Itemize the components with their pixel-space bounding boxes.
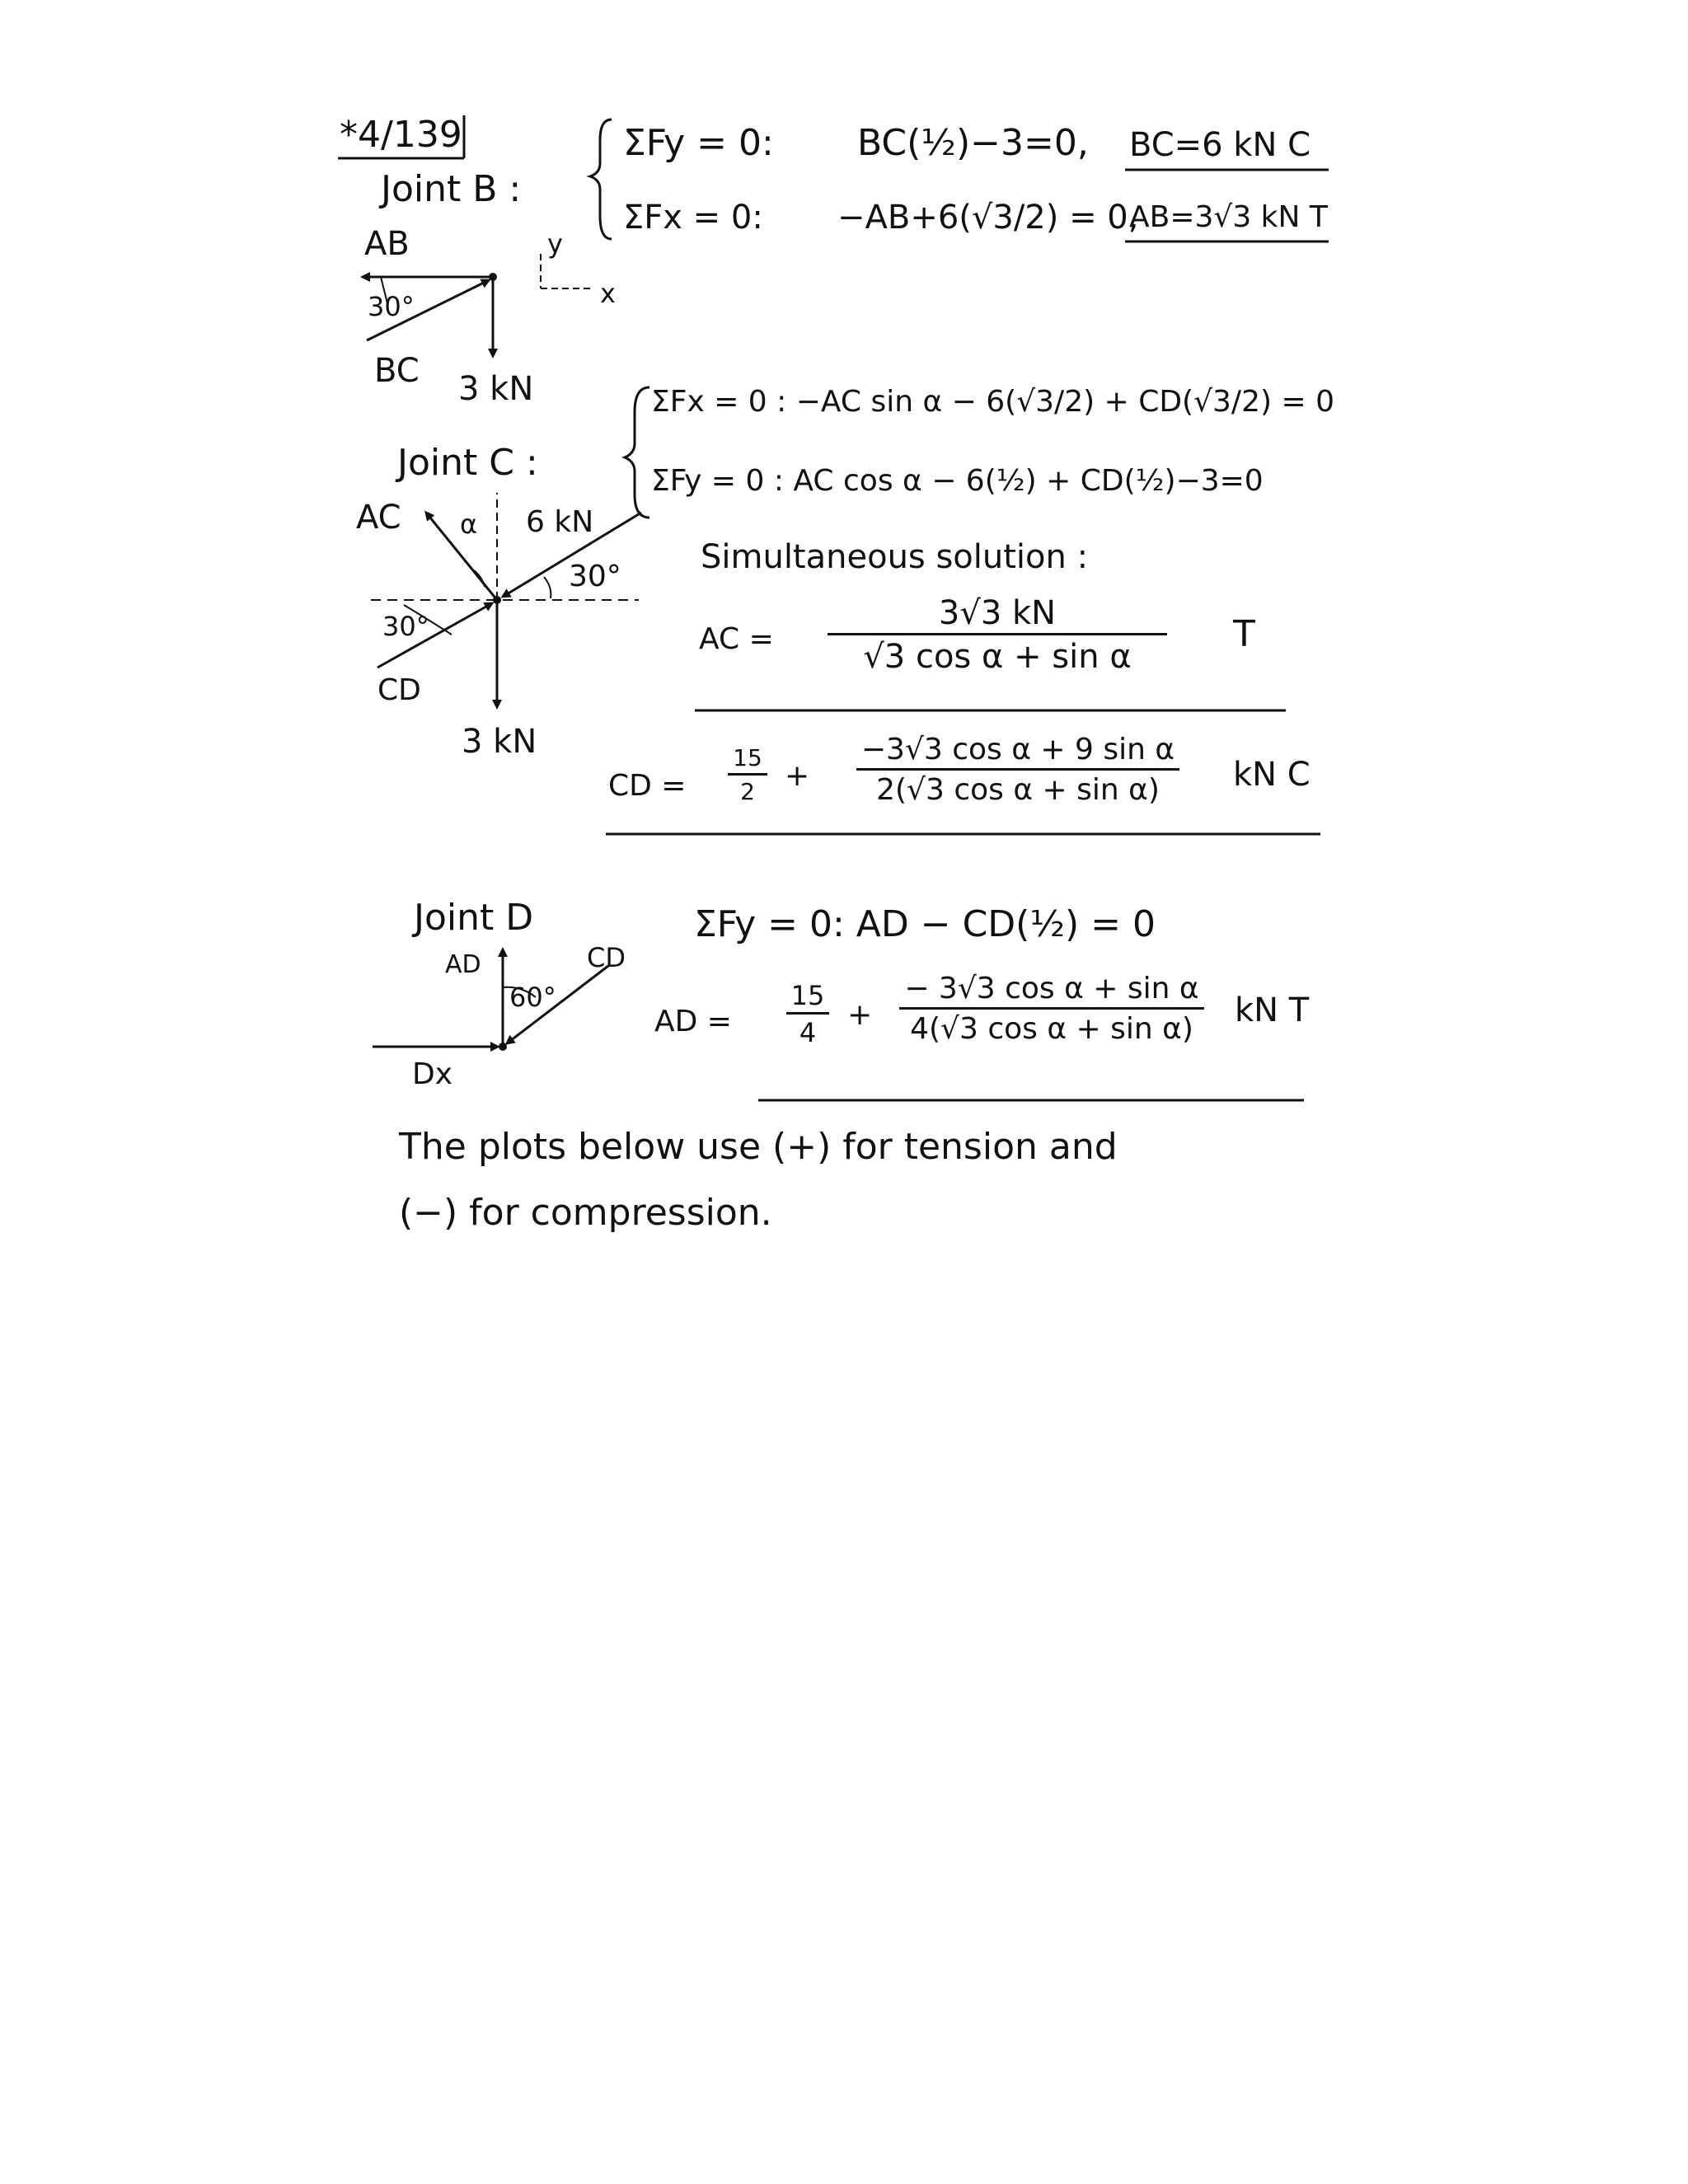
ab-label: AB	[364, 225, 410, 263]
joint-d-fy-equation: ΣFy = 0: AD − CD(½) = 0	[694, 903, 1156, 945]
joint-d-title: Joint D	[414, 897, 534, 939]
simultaneous-solution-label: Simultaneous solution :	[701, 538, 1089, 576]
joint-d-diagram	[373, 949, 608, 1051]
angle-30-right-label: 30°	[569, 560, 621, 593]
ac-lhs: AC =	[699, 622, 774, 656]
joint-c-point	[493, 596, 501, 604]
ac-tension-suffix: T	[1233, 613, 1255, 655]
ab-result: AB=3√3 kN T	[1129, 200, 1328, 234]
ad-plus: +	[847, 998, 873, 1032]
ad-lhs: AD =	[654, 1005, 732, 1038]
load-label-b: 3 kN	[458, 370, 534, 408]
ad-denominator: 4(√3 cos α + sin α)	[910, 1012, 1193, 1046]
cd-constant-fraction	[727, 744, 768, 805]
ad-constant-den: 4	[799, 1017, 817, 1048]
joint-b-point	[489, 273, 497, 281]
joint-c-fy-equation: ΣFy = 0 : AC cos α − 6(½) + CD(½)−3=0	[651, 464, 1264, 498]
ad-fraction	[879, 974, 1225, 1044]
angle-60-label: 60°	[509, 982, 556, 1013]
ad-tension-suffix: kN T	[1235, 991, 1310, 1029]
cd-compression-suffix: kN C	[1233, 756, 1311, 794]
bc-label: BC	[374, 352, 420, 390]
note-line-2: (−) for compression.	[399, 1192, 772, 1234]
joint-b-fx-body: −AB+6(√3/2) = 0,	[837, 199, 1139, 237]
cd-numerator: −3√3 cos α + 9 sin α	[856, 735, 1179, 771]
ad-constant-fraction	[783, 982, 832, 1046]
six-kn-label: 6 kN	[526, 505, 594, 539]
joint-b-title: Joint B :	[381, 168, 522, 210]
ac-fraction	[824, 594, 1170, 676]
alpha-label: α	[460, 509, 478, 540]
cd-constant-den: 2	[740, 778, 755, 805]
load-label-c: 3 kN	[462, 723, 537, 761]
cd-lhs: CD =	[608, 769, 687, 803]
axis-x-label: x	[600, 278, 616, 309]
cd-denominator: 2(√3 cos α + sin α)	[876, 773, 1160, 807]
problem-number: *4/139	[340, 114, 462, 156]
cd-constant-num: 15	[728, 747, 767, 776]
joint-c-brace	[625, 387, 649, 518]
cd-label: CD	[377, 673, 421, 707]
bc-result: BC=6 kN C	[1129, 126, 1311, 164]
ac-label: AC	[356, 499, 401, 537]
ac-numerator: 3√3 kN	[828, 597, 1167, 635]
angle-30-label: 30°	[368, 291, 415, 322]
joint-c-title: Joint C :	[397, 442, 538, 484]
joint-b-fx-lhs: ΣFx = 0:	[623, 199, 763, 237]
ad-constant-num: 15	[786, 982, 830, 1015]
joint-d-point	[499, 1043, 507, 1051]
angle-30-left-label: 30°	[382, 611, 429, 642]
joint-b-fy-lhs: ΣFy = 0:	[623, 122, 774, 164]
ac-denominator: √3 cos α + sin α	[863, 638, 1132, 676]
joint-b-fy-body: BC(½)−3=0,	[857, 122, 1089, 164]
joint-b-brace	[590, 120, 612, 239]
dx-label: Dx	[412, 1057, 453, 1091]
joint-c-fx-equation: ΣFx = 0 : −AC sin α − 6(√3/2) + CD(√3/2) = 0	[651, 385, 1334, 419]
ad-numerator: − 3√3 cos α + sin α	[899, 974, 1203, 1010]
cd-plus: +	[785, 759, 810, 793]
cd-fraction	[824, 735, 1212, 805]
cd-label-d: CD	[587, 942, 626, 973]
note-line-1: The plots below use (+) for tension and	[399, 1126, 1118, 1168]
ad-label: AD	[445, 950, 481, 979]
axis-y-label: y	[547, 228, 563, 260]
